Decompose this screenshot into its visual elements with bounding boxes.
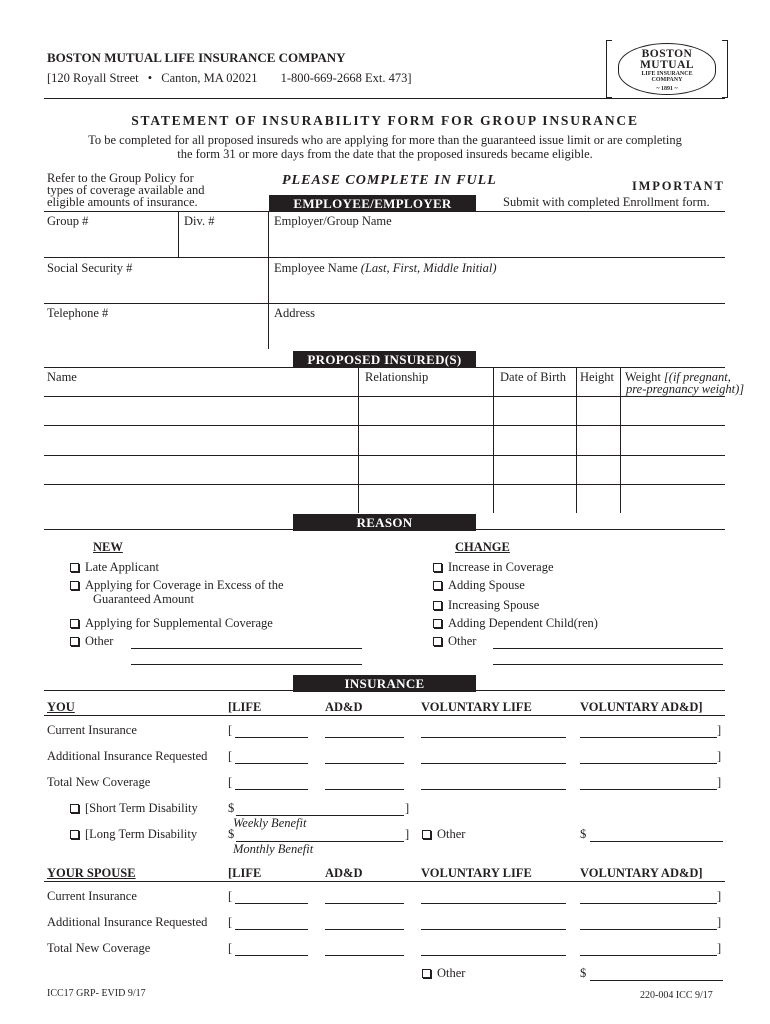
refer-line3: eligible amounts of insurance. — [47, 195, 198, 209]
change-other-field-2[interactable] — [493, 664, 723, 665]
group-number-label: Group # — [47, 214, 89, 228]
form-title: STATEMENT OF INSURABILITY FORM FOR GROUP INSURANCE — [131, 113, 639, 128]
spouse-col-vol-add: VOLUNTARY AD&D] — [580, 866, 703, 880]
logo-boston: BOSTON — [641, 48, 693, 60]
reason-adding-children-label: Adding Dependent Child(ren) — [448, 616, 598, 630]
checkbox-icon[interactable] — [70, 563, 79, 572]
monthly-benefit-label: Monthly Benefit — [233, 842, 314, 856]
close-bracket: ] — [717, 749, 722, 763]
checkbox-icon[interactable] — [422, 969, 431, 978]
you-current-life-field[interactable] — [235, 737, 308, 738]
address-label: Address — [274, 306, 315, 320]
reason-new-other-label: Other — [85, 634, 114, 648]
weekly-benefit-label: Weekly Benefit — [233, 816, 307, 830]
you-additional-vol-life-field[interactable] — [421, 763, 566, 764]
reason-new-other[interactable] — [70, 634, 113, 649]
footer-form-code-right: 220-004 ICC 9/17 — [640, 990, 713, 1001]
col-date-of-birth: Date of Birth — [500, 370, 566, 384]
you-total-label: Total New Coverage — [47, 775, 151, 789]
you-total-add-field[interactable] — [325, 789, 404, 790]
checkbox-icon[interactable] — [433, 563, 442, 572]
open-bracket: [ — [228, 915, 233, 929]
spouse-current-label: Current Insurance — [47, 889, 137, 903]
spouse-additional-label: Additional Insurance Requested — [47, 915, 208, 929]
you-total-vol-add-field[interactable] — [580, 789, 717, 790]
close-bracket: ] — [405, 827, 410, 841]
reason-increase-label: Increase in Coverage — [448, 560, 554, 574]
new-other-field[interactable] — [131, 648, 362, 649]
you-other-amount-field[interactable] — [590, 841, 723, 842]
spouse-total-life-field[interactable] — [235, 955, 308, 956]
open-bracket: [ — [228, 749, 233, 763]
logo-company: COMPANY — [651, 77, 683, 83]
col-relationship: Relationship — [365, 370, 429, 384]
street: [120 Royall Street — [47, 71, 139, 85]
reason-change-other[interactable] — [433, 634, 476, 649]
spouse-additional-life-field[interactable] — [235, 929, 308, 930]
checkbox-icon[interactable] — [70, 619, 79, 628]
spouse-total-vol-add-field[interactable] — [580, 955, 717, 956]
you-additional-life-field[interactable] — [235, 763, 308, 764]
you-total-life-field[interactable] — [235, 789, 308, 790]
employer-name-label: Employer/Group Name — [274, 214, 392, 228]
spouse-heading: YOUR SPOUSE — [47, 866, 136, 880]
section-proposed-insureds: PROPOSED INSURED(S) — [293, 351, 476, 368]
weight-text: Weight — [625, 370, 661, 384]
reason-change-heading: CHANGE — [455, 540, 510, 554]
checkbox-icon[interactable] — [433, 619, 442, 628]
spouse-additional-add-field[interactable] — [325, 929, 404, 930]
reason-supplemental[interactable] — [70, 616, 273, 631]
checkbox-icon[interactable] — [70, 804, 79, 813]
reason-excess-coverage-label: Applying for Coverage in Excess of the — [85, 578, 284, 592]
you-col-add: AD&D — [325, 700, 363, 714]
reason-increasing-spouse[interactable] — [433, 598, 539, 613]
refer-line1: Refer to the Group Policy for — [47, 171, 194, 185]
std-dollar: $ — [228, 801, 235, 815]
phone: 1-800-669-2668 Ext. 473] — [280, 71, 412, 85]
form-subtitle-line2: the form 31 or more days from the date that the proposed insureds became eligible. — [177, 147, 593, 161]
you-current-add-field[interactable] — [325, 737, 404, 738]
employee-name-hint: (Last, First, Middle Initial) — [360, 261, 497, 275]
close-bracket: ] — [717, 889, 722, 903]
spouse-additional-vol-add-field[interactable] — [580, 929, 717, 930]
reason-adding-children[interactable] — [433, 616, 598, 631]
employee-name-text: Employee Name — [274, 261, 358, 275]
company-name: BOSTON MUTUAL LIFE INSURANCE COMPANY — [47, 50, 346, 65]
you-other-dollar: $ — [580, 827, 587, 841]
you-heading: YOU — [47, 700, 75, 714]
you-total-vol-life-field[interactable] — [421, 789, 566, 790]
you-additional-add-field[interactable] — [325, 763, 404, 764]
reason-new-heading: NEW — [93, 540, 123, 554]
reason-supplemental-label: Applying for Supplemental Coverage — [85, 616, 273, 630]
spouse-total-label: Total New Coverage — [47, 941, 151, 955]
company-address — [47, 71, 412, 86]
logo-mutual: MUTUAL — [639, 59, 695, 71]
spouse-other-dollar: $ — [580, 966, 587, 980]
col-name: Name — [47, 370, 77, 384]
reason-late-applicant[interactable] — [70, 560, 159, 575]
you-other[interactable] — [422, 827, 465, 842]
open-bracket: [ — [228, 775, 233, 789]
close-bracket: ] — [405, 801, 410, 815]
reason-excess-coverage[interactable] — [70, 578, 284, 593]
refer-note — [47, 172, 205, 208]
reason-adding-spouse-label: Adding Spouse — [448, 578, 525, 592]
please-complete: PLEASE COMPLETE IN FULL — [282, 173, 497, 188]
footer-form-code-left: ICC17 GRP- EVID 9/17 — [47, 988, 146, 999]
reason-adding-spouse[interactable] — [433, 578, 525, 593]
close-bracket: ] — [717, 775, 722, 789]
open-bracket: [ — [228, 889, 233, 903]
reason-change-other-label: Other — [448, 634, 477, 648]
checkbox-icon[interactable] — [422, 830, 431, 839]
spouse-col-add: AD&D — [325, 866, 363, 880]
city: Canton, MA 02021 — [161, 71, 258, 85]
checkbox-icon[interactable] — [70, 637, 79, 646]
you-col-life: [LIFE — [228, 700, 262, 714]
open-bracket: [ — [228, 941, 233, 955]
col-height: Height — [580, 370, 615, 384]
logo-year: ~ 1891 ~ — [656, 86, 678, 92]
checkbox-icon[interactable] — [433, 637, 442, 646]
new-other-field-2[interactable] — [131, 664, 362, 665]
short-term-disability[interactable] — [70, 801, 198, 816]
you-additional-vol-add-field[interactable] — [580, 763, 717, 764]
change-other-field[interactable] — [493, 648, 723, 649]
spouse-additional-vol-life-field[interactable] — [421, 929, 566, 930]
spouse-current-life-field[interactable] — [235, 903, 308, 904]
refer-line2: types of coverage available and — [47, 183, 205, 197]
close-bracket: ] — [717, 915, 722, 929]
close-bracket: ] — [717, 723, 722, 737]
reason-increasing-spouse-label: Increasing Spouse — [448, 598, 540, 612]
form-subtitle-line1: To be completed for all proposed insureds who are applying for more than the guaranteed issue limit or are completing — [88, 133, 682, 147]
long-term-disability-label: [Long Term Disability — [85, 827, 198, 841]
spouse-total-add-field[interactable] — [325, 955, 404, 956]
you-other-label: Other — [437, 827, 466, 841]
you-col-vol-add: VOLUNTARY AD&D] — [580, 700, 703, 714]
separator-dot: • — [147, 71, 153, 85]
weight-hint-1: [(if pregnant, — [663, 370, 731, 384]
reason-excess-coverage-line2: Guaranteed Amount — [93, 592, 195, 606]
spouse-col-vol-life: VOLUNTARY LIFE — [421, 866, 532, 880]
spouse-current-add-field[interactable] — [325, 903, 404, 904]
open-bracket: [ — [228, 723, 233, 737]
spouse-current-vol-add-field[interactable] — [580, 903, 717, 904]
weight-hint-2: pre-pregnancy weight)] — [626, 382, 745, 396]
you-current-vol-life-field[interactable] — [421, 737, 566, 738]
spouse-current-vol-life-field[interactable] — [421, 903, 566, 904]
spouse-other-amount-field[interactable] — [590, 980, 723, 981]
important-label: IMPORTANT — [632, 179, 725, 193]
logo-life-insurance: LIFE INSURANCE — [641, 71, 693, 77]
spouse-other-label: Other — [437, 966, 466, 980]
close-bracket: ] — [717, 941, 722, 955]
telephone-label: Telephone # — [47, 306, 109, 320]
short-term-disability-label: [Short Term Disability — [85, 801, 198, 815]
section-insurance: INSURANCE — [293, 675, 476, 692]
division-number-label: Div. # — [184, 214, 215, 228]
spouse-col-life: [LIFE — [228, 866, 262, 880]
checkbox-icon[interactable] — [70, 581, 79, 590]
spouse-total-vol-life-field[interactable] — [421, 955, 566, 956]
ssn-label: Social Security # — [47, 261, 133, 275]
company-logo — [606, 40, 728, 98]
you-col-vol-life: VOLUNTARY LIFE — [421, 700, 532, 714]
employee-name-label — [274, 261, 497, 276]
checkbox-icon[interactable] — [70, 830, 79, 839]
spouse-other[interactable] — [422, 966, 465, 981]
reason-increase[interactable] — [433, 560, 554, 575]
section-reason: REASON — [293, 514, 476, 531]
section-employee-employer: EMPLOYEE/EMPLOYER — [269, 195, 476, 212]
long-term-disability[interactable] — [70, 827, 197, 842]
submit-note: Submit with completed Enrollment form. — [503, 195, 710, 209]
you-additional-label: Additional Insurance Requested — [47, 749, 208, 763]
checkbox-icon[interactable] — [433, 601, 442, 610]
checkbox-icon[interactable] — [433, 581, 442, 590]
you-current-label: Current Insurance — [47, 723, 137, 737]
ltd-dollar: $ — [228, 827, 235, 841]
you-current-vol-add-field[interactable] — [580, 737, 717, 738]
reason-late-applicant-label: Late Applicant — [85, 560, 159, 574]
